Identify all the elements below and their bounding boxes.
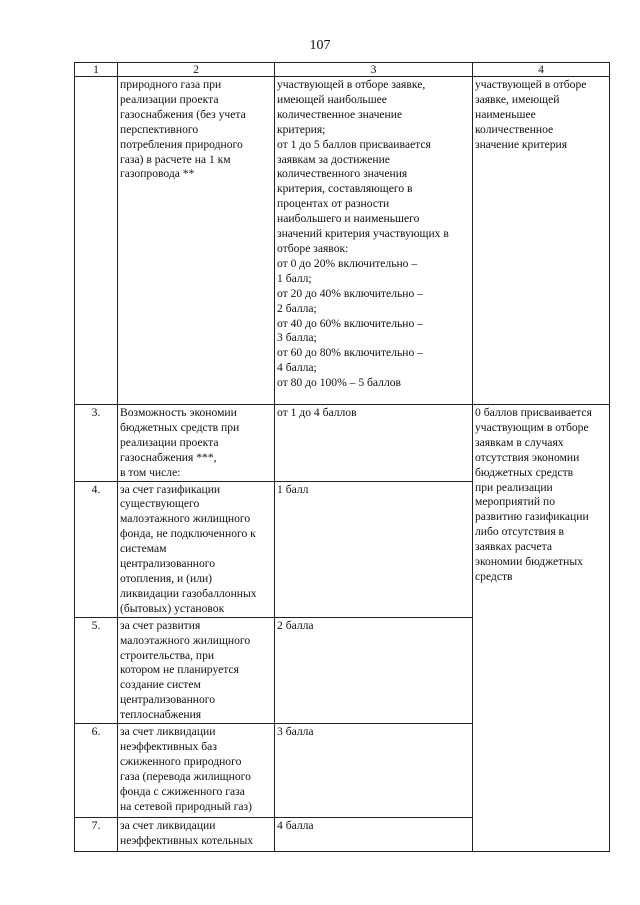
points-cell xyxy=(275,724,473,818)
criteria-table xyxy=(74,62,610,852)
criterion-line: (бытовых) установок xyxy=(120,601,225,615)
points-line: 2 балла xyxy=(277,618,314,632)
points-line: критерия, составляющего в xyxy=(277,182,413,196)
row-number: 7. xyxy=(75,818,118,852)
note-line: заявке, имеющей xyxy=(475,92,560,106)
criterion-line: реализации проекта xyxy=(120,92,219,106)
criterion-line: за счет ликвидации xyxy=(120,725,216,739)
note-line: экономии бюджетных xyxy=(475,555,583,569)
points-line: от 60 до 80% включительно – xyxy=(277,346,423,360)
criterion-line: теплоснабжения xyxy=(120,708,202,722)
criterion-cell xyxy=(118,617,275,723)
points-line: 3 балла; xyxy=(277,331,317,345)
criterion-line: Возможность экономии xyxy=(120,406,237,419)
note-line: либо отсутствия в xyxy=(475,525,565,539)
note-line: средств xyxy=(475,569,513,583)
criterion-line: газоснабжения (без учета xyxy=(120,107,246,121)
points-line: значений критерия участвующих в xyxy=(277,227,449,241)
criterion-line: централизованного xyxy=(120,557,216,571)
criterion-cell xyxy=(118,724,275,818)
note-line: наименьшее xyxy=(475,107,536,121)
page-number: 107 xyxy=(309,38,331,53)
points-cell xyxy=(275,77,473,405)
points-line: 4 балла xyxy=(277,819,314,833)
points-line: от 1 до 5 баллов присваивается xyxy=(277,137,431,151)
row-number: 5. xyxy=(75,617,118,723)
criterion-line: за счет ликвидации xyxy=(120,819,216,833)
table-row xyxy=(75,77,610,405)
criterion-line: газа (перевода жилищного xyxy=(120,769,251,783)
note-line: 0 баллов присваивается xyxy=(475,406,592,419)
note-cell xyxy=(473,77,610,405)
note-line: количественное xyxy=(475,122,554,136)
criterion-line: малоэтажного жилищного xyxy=(120,512,251,526)
criterion-line: газопровода ** xyxy=(120,167,195,181)
points-line: процентах от разности xyxy=(277,197,390,211)
points-line: от 1 до 4 баллов xyxy=(277,406,357,419)
row-number: 3. xyxy=(75,405,118,482)
note-line: значение критерия xyxy=(475,137,568,151)
note-line: участвующим в отборе xyxy=(475,420,589,434)
criterion-line: потребления природного xyxy=(120,137,243,151)
criterion-line: газа) в расчете на 1 км xyxy=(120,152,231,166)
row-number: 6. xyxy=(75,724,118,818)
table-row xyxy=(75,405,610,482)
criterion-line: строительства, при xyxy=(120,648,215,662)
note-cell xyxy=(473,405,610,852)
criterion-line: газоснабжения ***, xyxy=(120,450,217,464)
note-line: отсутствия экономии xyxy=(475,450,580,464)
criterion-line: за счет развития xyxy=(120,618,201,632)
criterion-line: котором не планируется xyxy=(120,663,239,677)
note-line: развитию газификации xyxy=(475,510,589,524)
points-cell xyxy=(275,617,473,723)
points-line: 4 балла; xyxy=(277,361,317,375)
points-line: отборе заявок: xyxy=(277,241,349,255)
points-line: критерия; xyxy=(277,122,326,136)
note-line: участвующей в отборе xyxy=(475,78,587,91)
criterion-line: ликвидации газобаллонных xyxy=(120,586,257,600)
points-line: 1 балл xyxy=(277,482,309,496)
criterion-line: природного газа при xyxy=(120,78,222,91)
points-line: от 80 до 100% – 5 баллов xyxy=(277,376,402,390)
note-line: бюджетных средств xyxy=(475,465,574,479)
criterion-line: бюджетных средств при xyxy=(120,420,240,434)
criterion-line: за счет газификации xyxy=(120,482,221,496)
criterion-line: на сетевой природный газ) xyxy=(120,799,252,813)
points-cell xyxy=(275,481,473,617)
criterion-line: реализации проекта xyxy=(120,435,219,449)
points-line: от 40 до 60% включительно – xyxy=(277,316,423,330)
header-row xyxy=(75,63,610,77)
criterion-cell xyxy=(118,77,275,405)
points-cell xyxy=(275,405,473,482)
row-number: 4. xyxy=(75,481,118,617)
criterion-line: фонда, не подключенного к xyxy=(120,527,256,541)
points-line: заявкам за достижение xyxy=(277,152,390,166)
criterion-line: системам xyxy=(120,542,167,556)
points-line: от 0 до 20% включительно – xyxy=(277,256,418,270)
header-col-2: 2 xyxy=(118,63,275,77)
header-col-4: 4 xyxy=(473,63,610,77)
points-line: наибольшего и наименьшего xyxy=(277,212,420,226)
criterion-cell xyxy=(118,818,275,852)
points-line: 1 балл; xyxy=(277,271,312,285)
criterion-line: перспективного xyxy=(120,122,199,136)
criterion-line: фонда с сжиженного газа xyxy=(120,784,245,798)
points-line: количественное значение xyxy=(277,107,403,121)
criterion-line: отопления, и (или) xyxy=(120,571,213,585)
criterion-line: малоэтажного жилищного xyxy=(120,633,251,647)
criterion-line: существующего xyxy=(120,497,200,511)
criterion-cell xyxy=(118,481,275,617)
note-line: при реализации xyxy=(475,480,553,494)
points-line: от 20 до 40% включительно – xyxy=(277,286,423,300)
note-line: мероприятий по xyxy=(475,495,555,509)
points-cell xyxy=(275,818,473,852)
criterion-line: неэффективных баз xyxy=(120,739,217,753)
points-line: 2 балла; xyxy=(277,301,317,315)
note-line: заявкам в случаях xyxy=(475,435,564,449)
criterion-line: сжиженного природного xyxy=(120,754,242,768)
points-line: имеющей наибольшее xyxy=(277,92,387,106)
criterion-line: централизованного xyxy=(120,693,216,707)
header-col-3: 3 xyxy=(275,63,473,77)
criterion-line: в том числе: xyxy=(120,465,181,479)
criterion-cell xyxy=(118,405,275,482)
header-col-1: 1 xyxy=(75,63,118,77)
points-line: 3 балла xyxy=(277,725,314,739)
points-line: участвующей в отборе заявке, xyxy=(277,78,426,91)
note-line: заявках расчета xyxy=(475,540,553,554)
points-line: количественного значения xyxy=(277,167,408,181)
row-number xyxy=(75,77,118,405)
criterion-line: неэффективных котельных xyxy=(120,833,254,847)
criterion-line: создание систем xyxy=(120,678,201,692)
